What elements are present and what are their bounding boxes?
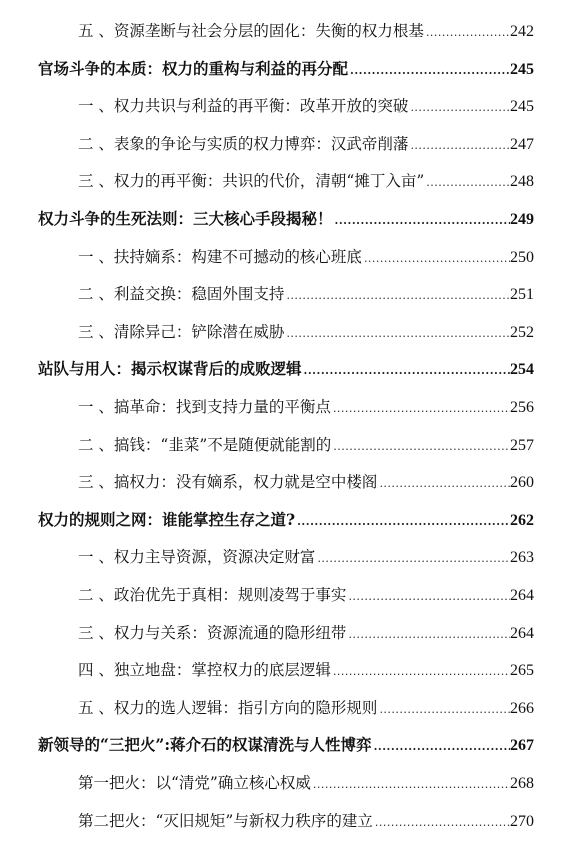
toc-section-entry[interactable] xyxy=(78,581,534,609)
toc-entry-title: 二 、表象的争论与实质的权力博弈：汉武帝削藩 xyxy=(78,134,409,153)
dot-leader xyxy=(377,470,510,498)
toc-page-number: 247 xyxy=(510,135,534,153)
toc-page-number: 270 xyxy=(510,812,534,830)
toc-page-number: 254 xyxy=(510,361,534,379)
toc-entry-title: 站队与用人：揭示权谋背后的成败逻辑 xyxy=(38,359,302,379)
toc-page-number: 245 xyxy=(510,98,534,116)
toc-section-entry[interactable] xyxy=(78,167,534,195)
toc-chapter-entry[interactable] xyxy=(38,205,534,233)
toc-entry-title: 三 、权力的再平衡：共识的代价，清朝“摊丁入亩” xyxy=(78,172,425,191)
toc-entry-title: 权力斗争的生死法则：三大核心手段揭秘！ xyxy=(38,209,333,228)
toc-chapter-entry[interactable] xyxy=(38,355,534,383)
toc-page-number: 251 xyxy=(510,286,534,304)
toc-section-entry[interactable] xyxy=(78,694,534,722)
toc-entry-title: 第二把火：“灭旧规矩”与新权力秩序的建立 xyxy=(78,811,373,830)
toc-section-entry[interactable] xyxy=(78,468,534,496)
toc-entry-title: 三 、清除异己：铲除潜在威胁 xyxy=(78,322,285,341)
toc-section-entry[interactable] xyxy=(78,280,534,308)
toc-page-number: 249 xyxy=(510,211,534,228)
toc-section-entry[interactable] xyxy=(78,543,534,571)
toc-entry-title: 五 、权力的选人逻辑：指引方向的隐形规则 xyxy=(78,698,378,717)
dot-leader xyxy=(408,94,510,122)
toc-section-entry[interactable] xyxy=(78,318,534,346)
toc-page-number: 266 xyxy=(510,699,534,717)
toc-entry-title: 一 、搞革命：找到支持力量的平衡点 xyxy=(78,398,331,416)
toc-chapter-entry[interactable] xyxy=(38,731,534,759)
dot-leader xyxy=(315,545,510,573)
toc-entry-title: 三 、搞权力：没有嫡系，权力就是空中楼阁 xyxy=(78,473,378,492)
dot-leader xyxy=(424,169,510,197)
toc-section-entry[interactable] xyxy=(78,807,534,835)
dot-leader xyxy=(408,132,510,160)
toc-page-number: 256 xyxy=(510,399,534,416)
toc-page-number: 265 xyxy=(510,662,534,680)
toc-entry-title: 一 、扶持嫡系：构建不可撼动的核心班底 xyxy=(78,247,362,266)
toc-page-number: 245 xyxy=(510,60,534,78)
dot-leader xyxy=(331,433,510,461)
toc-entry-title: 官场斗争的本质：权力的重构与利益的再分配 xyxy=(38,58,349,78)
toc-entry-title: 四 、独立地盘：掌控权力的底层逻辑 xyxy=(78,661,331,680)
toc-page-number: 250 xyxy=(510,248,534,266)
toc-entry-title: 二 、搞钱：“韭菜”不是随便就能割的 xyxy=(78,435,332,454)
dot-leader xyxy=(331,658,510,686)
toc-section-entry[interactable] xyxy=(78,17,534,45)
dot-leader xyxy=(284,282,510,310)
dot-leader xyxy=(333,207,510,235)
toc-page-number: 248 xyxy=(510,173,534,191)
dot-leader xyxy=(348,57,510,85)
toc-chapter-entry[interactable] xyxy=(38,506,534,534)
toc-section-entry[interactable] xyxy=(78,243,534,271)
dot-leader xyxy=(346,621,510,649)
toc-page-number: 263 xyxy=(510,549,534,567)
dot-leader xyxy=(284,320,510,348)
toc-page-number: 264 xyxy=(510,587,534,604)
dot-leader xyxy=(331,395,510,423)
dot-leader xyxy=(373,809,510,837)
toc-entry-title: 二 、政治优先于真相：规则凌驾于事实 xyxy=(78,586,347,604)
toc-entry-title: 三 、权力与关系：资源流通的隐形纽带 xyxy=(78,623,347,642)
dot-leader xyxy=(377,696,510,724)
toc-entry-title: 一 、权力共识与利益的再平衡：改革开放的突破 xyxy=(78,97,409,116)
toc-chapter-entry[interactable] xyxy=(38,55,534,83)
dot-leader xyxy=(372,733,510,761)
dot-leader xyxy=(346,583,510,611)
toc-section-entry[interactable] xyxy=(78,769,534,797)
toc-section-entry[interactable] xyxy=(78,619,534,647)
dot-leader xyxy=(311,771,510,799)
toc-section-entry[interactable] xyxy=(78,130,534,158)
toc-entry-title: 权力的规则之网：谁能掌控生存之道? xyxy=(38,509,296,529)
toc-page-number: 260 xyxy=(510,474,534,492)
dot-leader xyxy=(295,508,510,536)
toc-section-entry[interactable] xyxy=(78,393,534,421)
toc-page-number: 264 xyxy=(510,624,534,642)
toc-entry-title: 第一把火：以“清党”确立核心权威 xyxy=(78,774,311,792)
toc-page-number: 262 xyxy=(510,511,534,529)
toc-entry-title: 二 、利益交换：稳固外围支持 xyxy=(78,285,285,304)
dot-leader xyxy=(362,245,510,273)
toc-page-number: 267 xyxy=(510,737,534,755)
dot-leader xyxy=(424,19,510,47)
toc-page-number: 252 xyxy=(510,323,534,341)
dot-leader xyxy=(302,357,510,385)
toc-page-number: 257 xyxy=(510,436,534,454)
toc-page-number: 268 xyxy=(510,775,534,792)
toc-section-entry[interactable] xyxy=(78,656,534,684)
toc-entry-title: 五 、资源垄断与社会分层的固化：失衡的权力根基 xyxy=(78,22,424,40)
toc-section-entry[interactable] xyxy=(78,92,534,120)
toc-entry-title: 一 、权力主导资源，资源决定财富 xyxy=(78,548,316,567)
toc-page-number: 242 xyxy=(510,23,534,40)
toc-entry-title: 新领导的“三把火”:蒋介石的权谋清洗与人性博弈 xyxy=(38,735,372,755)
toc-section-entry[interactable] xyxy=(78,431,534,459)
